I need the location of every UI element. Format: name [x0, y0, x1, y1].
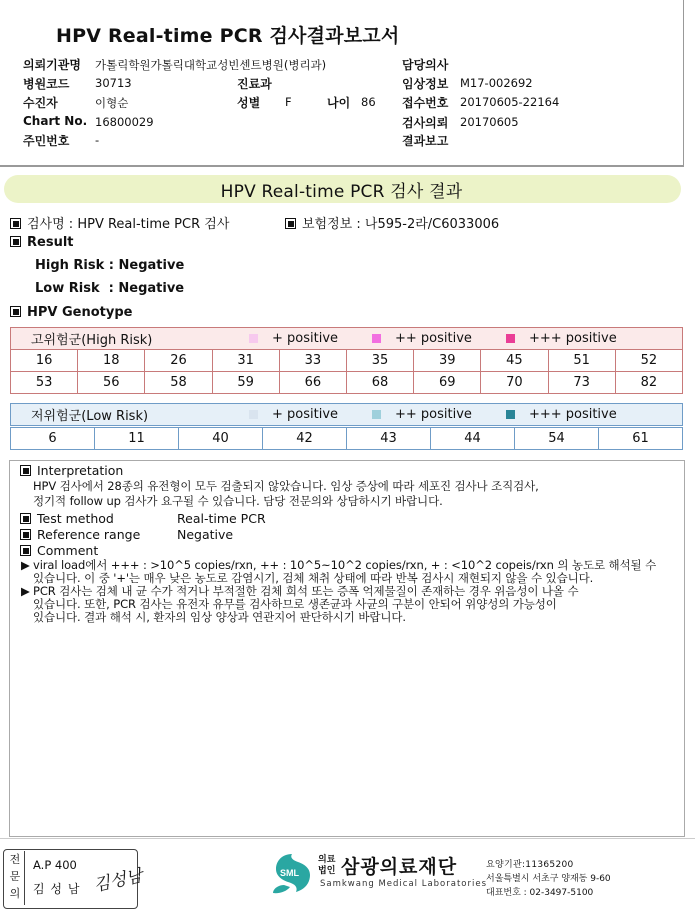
hosp-code-value: 30713 — [95, 76, 132, 90]
high-risk-table — [10, 349, 683, 394]
age-value: 86 — [361, 95, 376, 109]
square-bullet-icon — [285, 218, 296, 229]
comment-1a: viral load에서 +++ : >10^5 copies/rxn, ++ : 10^5~10^2 copies/rxn, + : <10^2 copeis/rxn 의 농도로 해석될 수 — [33, 558, 657, 572]
interpretation-heading-text: Interpretation — [37, 463, 124, 478]
genotype-cell: 58 — [145, 372, 212, 394]
interpretation-text-2: 정기적 follow up 검사가 요구될 수 있습니다. 담당 전문의와 상담하시기 바랍니다. — [33, 494, 443, 508]
genotype-heading-text: HPV Genotype — [27, 305, 133, 320]
request-value: 20170605 — [460, 115, 519, 129]
legend-swatch-icon — [372, 410, 381, 419]
patient-label: 수진자 — [23, 96, 58, 110]
specialist-label: 전문의 — [6, 851, 25, 905]
org-name: 삼광의료재단 — [341, 856, 458, 878]
genotype-cell: 54 — [515, 428, 599, 450]
legend-swatch-icon — [506, 410, 515, 419]
chart-label: Chart No. — [23, 114, 88, 128]
report-date-label: 결과보고 — [402, 134, 449, 148]
legend-label: + positive — [272, 331, 339, 346]
receipt-value: 20170605-22164 — [460, 95, 560, 109]
method-value: Real-time PCR — [177, 511, 266, 526]
legend-label: +++ positive — [528, 407, 617, 422]
legend-plus — [249, 407, 338, 422]
square-bullet-icon — [20, 513, 31, 524]
hosp-code-label: 병원코드 — [23, 77, 70, 91]
org-address: 서울특별시 서초구 양재동 9-60 — [486, 874, 611, 884]
genotype-cell: 53 — [11, 372, 78, 394]
sml-logo-icon — [268, 851, 316, 897]
table-row — [11, 350, 683, 372]
comment-1b: 있습니다. 이 중 '+'는 매우 낮은 농도로 감염시기, 검체 채취 상태에 따라 반복 검사시 재현되지 않을 수 있습니다. — [33, 571, 594, 585]
result-title: HPV Real-time PCR 검사 결과 — [220, 182, 463, 202]
genotype-cell: 31 — [212, 350, 279, 372]
comment-label: Comment — [37, 543, 99, 558]
genotype-cell: 51 — [548, 350, 615, 372]
test-info-row — [10, 213, 229, 232]
genotype-cell: 39 — [414, 350, 481, 372]
rrn-value: - — [95, 133, 100, 147]
legend-swatch-icon — [249, 410, 258, 419]
square-bullet-icon — [20, 545, 31, 556]
result-heading-text: Result — [27, 235, 74, 250]
signature: 김성남 — [91, 866, 145, 896]
genotype-cell: 82 — [615, 372, 682, 394]
genotype-cell: 69 — [414, 372, 481, 394]
range-label: Reference range — [37, 527, 141, 542]
legend-swatch-icon — [249, 334, 258, 343]
request-label: 검사의뢰 — [402, 116, 449, 130]
legend-plus3 — [506, 331, 617, 346]
insurance-label: 보험정보 : — [302, 217, 361, 232]
genotype-cell: 43 — [347, 428, 431, 450]
range-row — [20, 527, 140, 542]
logo-text: SML — [280, 868, 299, 878]
genotype-cell: 59 — [212, 372, 279, 394]
legend-swatch-icon — [372, 334, 381, 343]
genotype-cell: 61 — [599, 428, 683, 450]
doctor-name: 김 성 남 — [33, 882, 81, 896]
doctor-label: 담당의사 — [402, 58, 449, 72]
comment-2b: 있습니다. 또한, PCR 검사는 유전자 유무를 검사하므로 생존균과 사균의 구분이 안되어 위양성의 가능성이 — [33, 597, 557, 611]
org-english: Samkwang Medical Laboratories — [320, 879, 488, 889]
genotype-cell: 45 — [481, 350, 548, 372]
sex-value: F — [285, 95, 292, 109]
method-label: Test method — [37, 511, 114, 526]
square-bullet-icon — [10, 306, 21, 317]
low-risk-result: Low Risk : Negative — [35, 281, 185, 296]
chart-value: 16800029 — [95, 115, 154, 129]
arrow-bullet-icon: ▶ — [21, 584, 30, 598]
high-risk-header — [10, 327, 683, 350]
interpretation-text-1: HPV 검사에서 28종의 유전형이 모두 검출되지 않았습니다. 임상 증상에 따라 세포진 검사나 조직검사, — [33, 479, 539, 493]
genotype-cell: 16 — [11, 350, 78, 372]
genotype-cell: 33 — [279, 350, 346, 372]
low-risk-header — [10, 403, 683, 426]
dept-label: 진료과 — [237, 77, 272, 91]
genotype-cell: 26 — [145, 350, 212, 372]
genotype-heading — [10, 305, 132, 320]
comment-2a: PCR 검사는 검체 내 균 수가 적거나 부적절한 검체 희석 또는 증폭 억제물질이 존재하는 경우 위음성이 나올 수 — [33, 584, 579, 598]
genotype-cell: 6 — [11, 428, 95, 450]
genotype-cell: 18 — [78, 350, 145, 372]
genotype-cell: 73 — [548, 372, 615, 394]
arrow-bullet-icon: ▶ — [21, 558, 30, 572]
org-value: 가톨릭학원가톨릭대학교성빈센트병원(병리과) — [95, 58, 327, 72]
legend-plus2 — [372, 407, 472, 422]
receipt-label: 접수번호 — [402, 96, 449, 110]
high-risk-result: High Risk : Negative — [35, 258, 185, 273]
rrn-label: 주민번호 — [23, 134, 70, 148]
square-bullet-icon — [20, 529, 31, 540]
patient-value: 이형순 — [95, 96, 129, 110]
low-risk-table — [10, 427, 683, 450]
comment-row — [20, 543, 98, 558]
interpretation-heading — [20, 463, 123, 478]
insurance-row — [285, 213, 499, 232]
low-risk-label: 저위험군(Low Risk) — [31, 409, 149, 424]
legend-label: +++ positive — [528, 331, 617, 346]
table-row — [11, 428, 683, 450]
legend-label: ++ positive — [395, 331, 472, 346]
table-row — [11, 372, 683, 394]
test-name-label: 검사명 : — [27, 217, 74, 232]
genotype-cell: 66 — [279, 372, 346, 394]
genotype-cell: 68 — [346, 372, 413, 394]
comment-2c: 있습니다. 결과 해석 시, 환자의 임상 양상과 연관지어 판단하시기 바랍니다. — [33, 610, 406, 624]
org-code: 요양기관:11365200 — [486, 860, 574, 870]
square-bullet-icon — [10, 218, 21, 229]
genotype-cell: 56 — [78, 372, 145, 394]
high-risk-label: 고위험군(High Risk) — [31, 333, 153, 348]
result-heading — [10, 235, 74, 250]
insurance-value: 나595-2라/C6033006 — [364, 217, 500, 232]
genotype-cell: 11 — [95, 428, 179, 450]
age-label: 나이 — [327, 96, 351, 110]
sex-label: 성별 — [237, 96, 261, 110]
test-name-value: HPV Real-time PCR 검사 — [77, 217, 230, 232]
clinical-label: 임상정보 — [402, 77, 449, 91]
license-number: A.P 400 — [33, 858, 77, 872]
range-value: Negative — [177, 527, 234, 542]
org-prefix: 의료법인 — [318, 855, 336, 876]
genotype-cell: 44 — [431, 428, 515, 450]
report-title: HPV Real-time PCR 검사결과보고서 — [56, 25, 400, 47]
method-row — [20, 511, 114, 526]
legend-swatch-icon — [506, 334, 515, 343]
footer-divider — [0, 838, 695, 839]
clinical-value: M17-002692 — [460, 76, 533, 90]
legend-plus3 — [506, 407, 617, 422]
square-bullet-icon — [20, 465, 31, 476]
org-label: 의뢰기관명 — [23, 58, 81, 72]
genotype-cell: 70 — [481, 372, 548, 394]
legend-plus — [249, 331, 338, 346]
genotype-cell: 52 — [615, 350, 682, 372]
legend-label: + positive — [272, 407, 339, 422]
org-phone: 대표번호 : 02-3497-5100 — [486, 888, 594, 898]
legend-label: ++ positive — [395, 407, 472, 422]
legend-plus2 — [372, 331, 472, 346]
genotype-cell: 35 — [346, 350, 413, 372]
genotype-cell: 40 — [179, 428, 263, 450]
square-bullet-icon — [10, 236, 21, 247]
genotype-cell: 42 — [263, 428, 347, 450]
